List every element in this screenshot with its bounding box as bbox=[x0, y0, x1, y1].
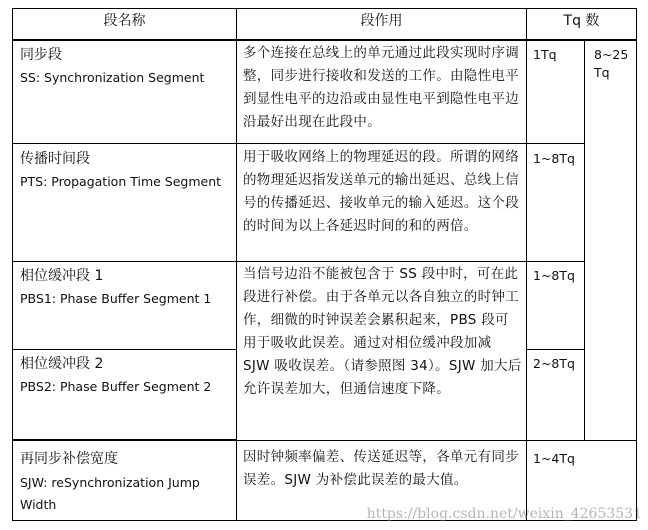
row-pbs2-tq: 2~8Tq bbox=[533, 356, 575, 371]
col-divider-1 bbox=[236, 8, 237, 521]
row-pbs1-name bbox=[20, 267, 232, 307]
row-pts-name-cn: 传播时间段 bbox=[20, 151, 90, 167]
header-name: 段名称 bbox=[103, 13, 146, 29]
row-pbs2-name-cn: 相位缓冲段 2 bbox=[20, 356, 104, 372]
header-function: 段作用 bbox=[360, 13, 403, 29]
watermark: https://blog.csdn.net/weixin_42653531 bbox=[366, 506, 642, 522]
row-divider-4a bbox=[12, 439, 236, 441]
table-border-top bbox=[12, 8, 636, 9]
row-sjw-name bbox=[20, 448, 232, 516]
row-pts-name bbox=[20, 150, 232, 190]
header-divider bbox=[12, 39, 636, 41]
total-tq: 8~25 Tq bbox=[594, 47, 629, 80]
row-pts-desc: 用于吸收网络上的物理延迟的段。所谓的网络的物理延迟指发送单元的输出延迟、总线上信号的传播延迟、接收单元的输入延迟。这个段的时间为以上各延迟时间的和的两倍。 bbox=[243, 149, 519, 234]
row-pts-name-en: PTS: Propagation Time Segment bbox=[20, 174, 222, 189]
row-pbs1-name-cn: 相位缓冲段 1 bbox=[20, 268, 104, 284]
row-pbs1-tq: 1~8Tq bbox=[533, 268, 575, 283]
row-divider-3a bbox=[12, 349, 236, 350]
row-ss-name bbox=[20, 46, 232, 86]
row-ss-name-cn: 同步段 bbox=[20, 47, 62, 63]
row-sjw-name-cn: 再同步补偿宽度 bbox=[20, 451, 118, 467]
row-ss-tq: 1Tq bbox=[533, 47, 557, 62]
row-divider-4b bbox=[236, 440, 637, 441]
row-divider-2 bbox=[12, 261, 584, 262]
row-pbs2-name-en: PBS2: Phase Buffer Segment 2 bbox=[20, 379, 212, 394]
row-divider-1 bbox=[12, 143, 584, 144]
col-divider-2 bbox=[526, 8, 527, 521]
row-divider-3b bbox=[526, 349, 584, 350]
row-ss-name-en: SS: Synchronization Segment bbox=[20, 70, 205, 85]
row-ss-desc: 多个连接在总线上的单元通过此段实现时序调整，同步进行接收和发送的工作。由隐性电平到显性电平的边沿或由显性电平到隐性电平边沿最好出现在此段中。 bbox=[243, 45, 519, 130]
row-sjw-name-en: SJW: reSynchronization Jump Width bbox=[20, 475, 200, 512]
row-pbs2-name bbox=[20, 355, 232, 395]
table-border-left bbox=[12, 8, 13, 521]
row-sjw-tq: 1~4Tq bbox=[533, 451, 575, 466]
header-tq: Tq 数 bbox=[563, 13, 600, 29]
row-sjw-desc: 因时钟频率偏差、传送延迟等，各单元有同步误差。SJW 为补偿此误差的最大值。 bbox=[243, 449, 519, 488]
row-pbs1-name-en: PBS1: Phase Buffer Segment 1 bbox=[20, 291, 212, 306]
table-border-right bbox=[636, 8, 637, 521]
row-pbs-desc: 当信号边沿不能被包含于 SS 段中时，可在此段进行补偿。由于各单元以各自独立的时钟工作，细微的时钟误差会累积起来，PBS 段可用于吸收此误差。通过对相位缓冲段加减 SJW 吸收误差。（请参照图 34）。SJW 加大后允许误差加大，但通信速度下降。 bbox=[243, 266, 522, 397]
row-pts-tq: 1~8Tq bbox=[533, 151, 575, 166]
col-divider-3 bbox=[584, 40, 585, 440]
